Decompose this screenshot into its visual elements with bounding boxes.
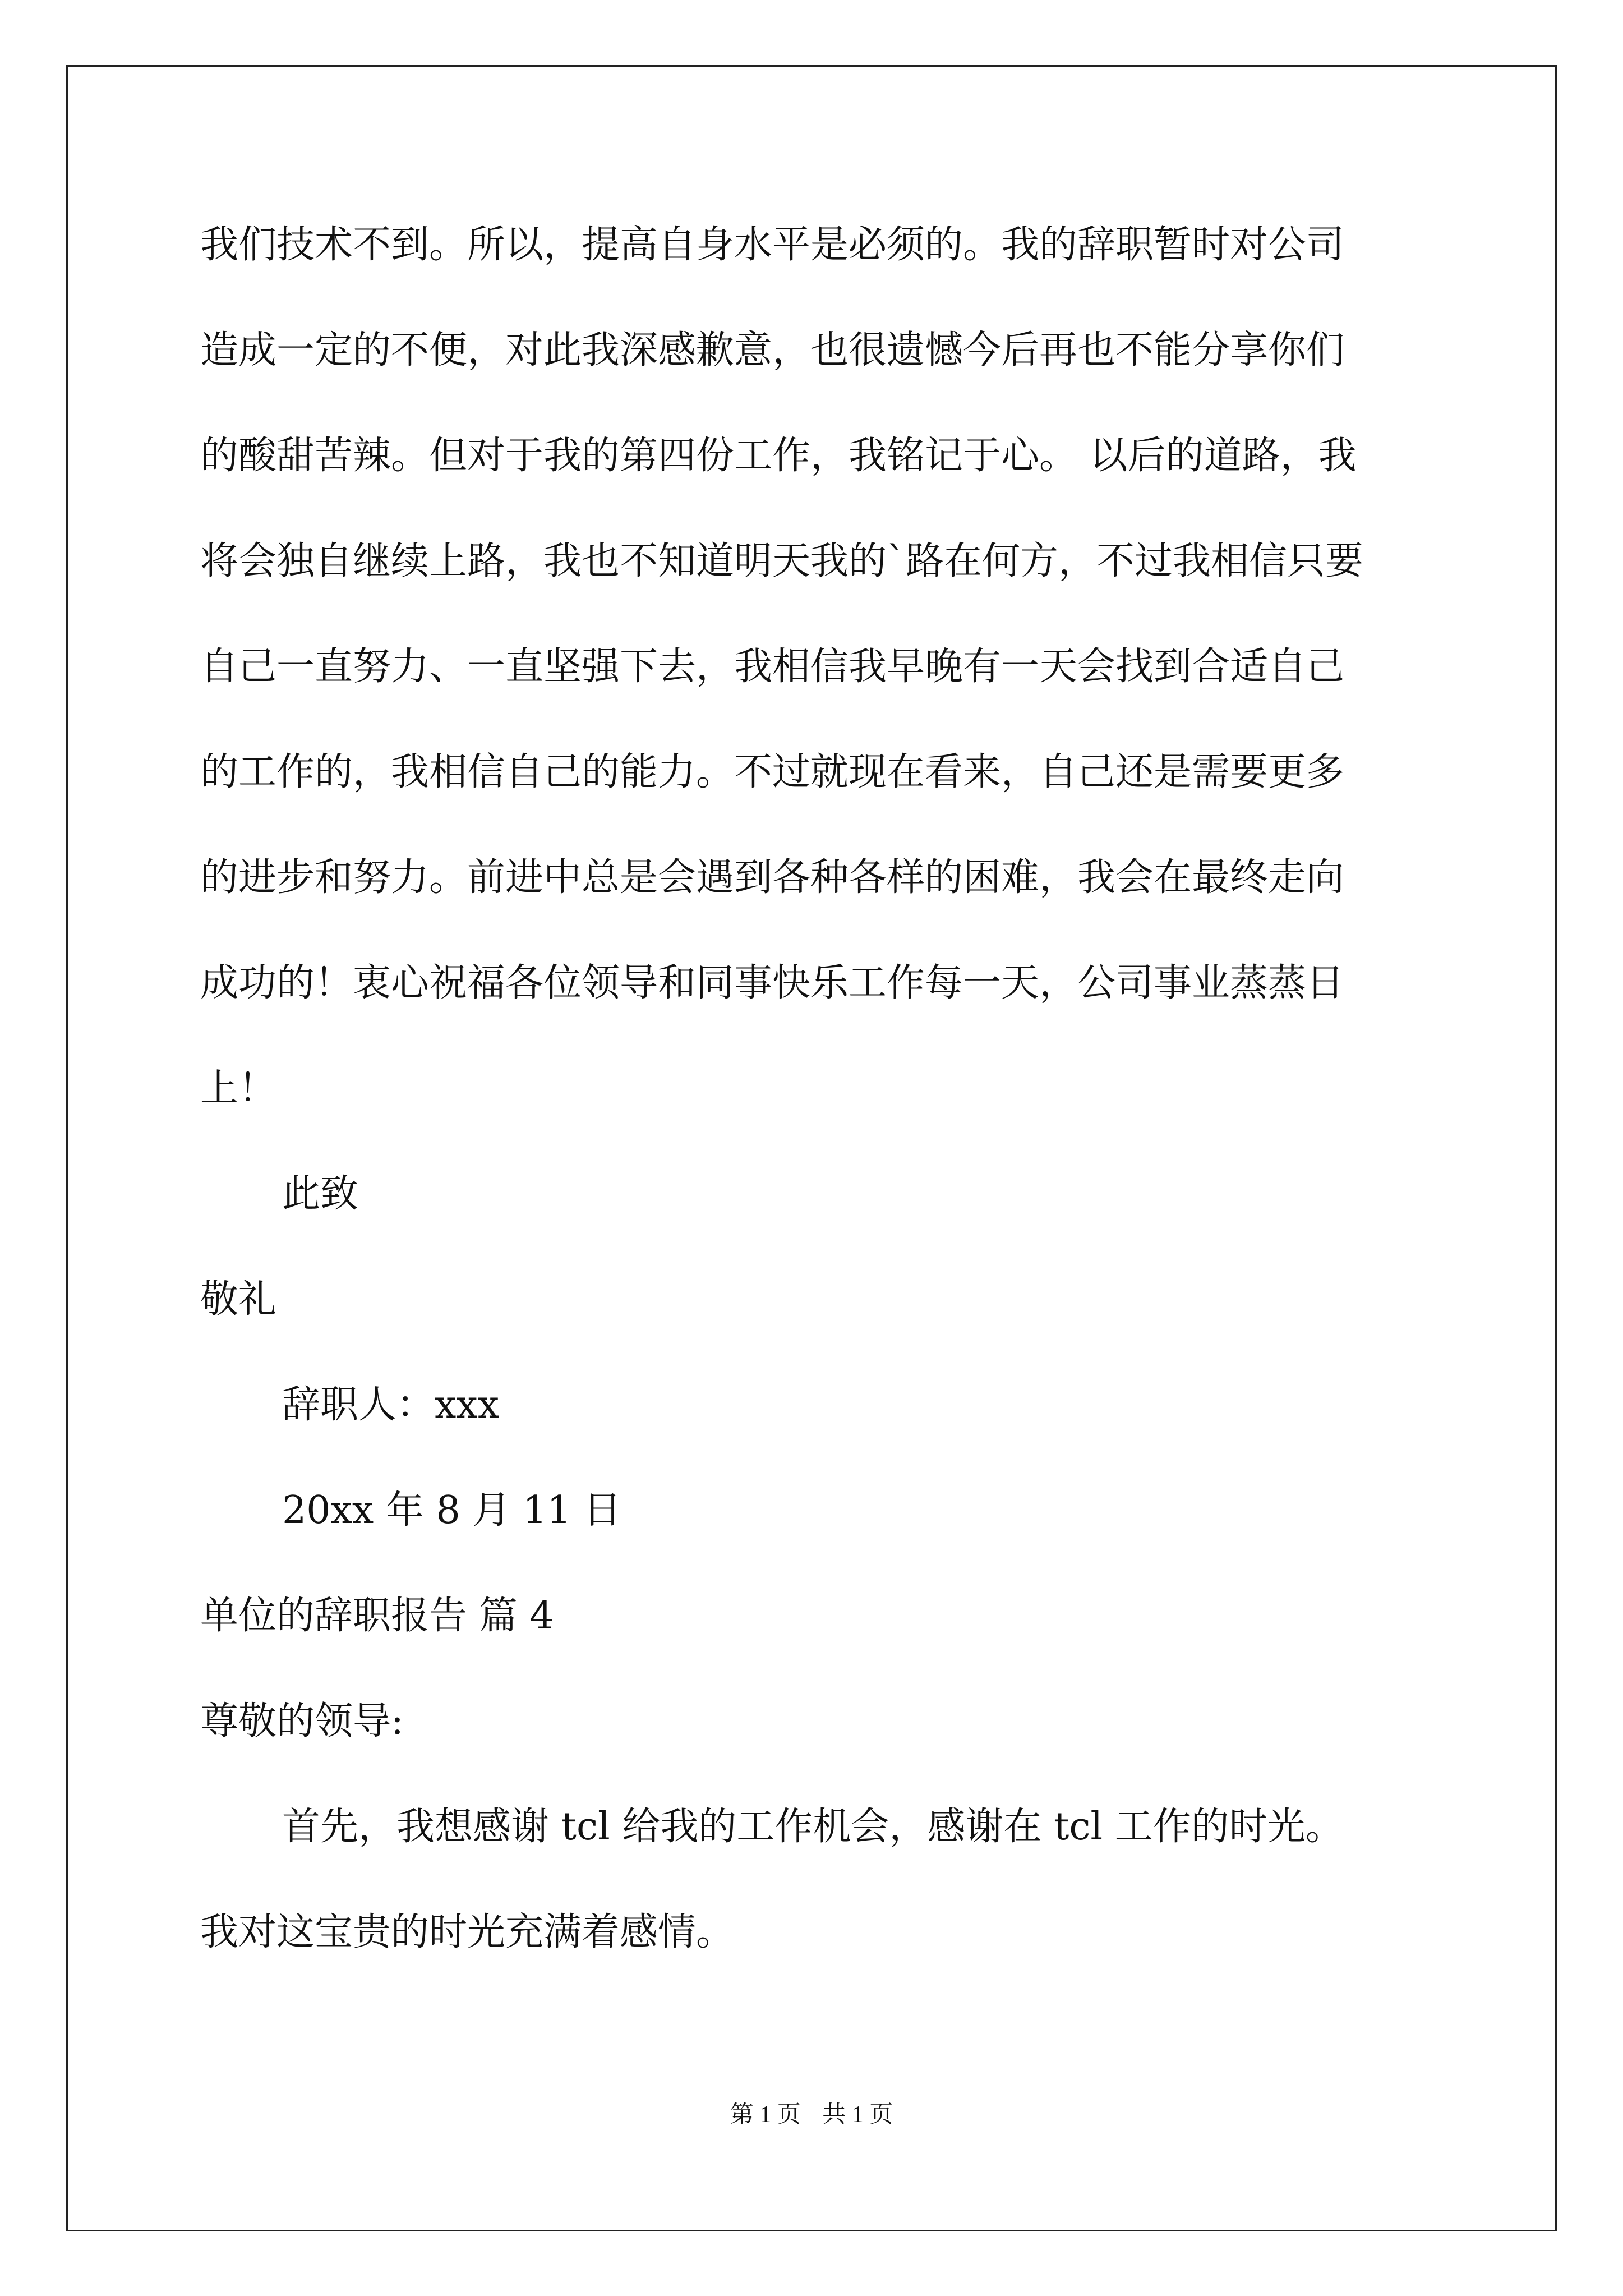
signature-line: 辞职人：xxx	[282, 1383, 500, 1427]
page-number-current: 第 1 页	[730, 2102, 801, 2128]
greeting-line: 尊敬的领导:	[200, 1699, 404, 1743]
regards-line: 敬礼	[200, 1277, 277, 1322]
page-number-total: 共 1 页	[822, 2102, 893, 2128]
body-line-11: 我对这宝贵的时光充满着感情。	[200, 1910, 735, 1954]
body-line-3: 的酸甜苦辣。但对于我的第四份工作，我铭记于心。 以后的道路，我	[200, 434, 1357, 478]
body-line-9: 上！	[200, 1066, 277, 1111]
body-line-5: 自己一直努力、一直坚强下去，我相信我早晚有一天会找到合适自己	[200, 645, 1345, 689]
body-line-10: 首先，我想感谢 tcl 给我的工作机会，感谢在 tcl 工作的时光。	[282, 1805, 1344, 1849]
body-line-1: 我们技术不到。所以，提高自身水平是必须的。我的辞职暂时对公司	[200, 223, 1345, 267]
date-line: 20xx 年 8 月 11 日	[282, 1488, 622, 1533]
body-line-7: 的进步和努力。前进中总是会遇到各种各样的困难，我会在最终走向	[200, 855, 1345, 900]
salutation-line: 此致	[282, 1172, 359, 1216]
document-body	[200, 219, 1423, 2012]
body-line-4: 将会独自继续上路，我也不知道明天我的`路在何方，不过我相信只要	[200, 539, 1364, 583]
body-line-8: 成功的！衷心祝福各位领导和同事快乐工作每一天，公司事业蒸蒸日	[200, 961, 1345, 1005]
section-heading: 单位的辞职报告 篇 4	[200, 1594, 554, 1638]
page-footer	[0, 2098, 1623, 2132]
body-line-6: 的工作的，我相信自己的能力。不过就现在看来，自己还是需要更多	[200, 750, 1345, 794]
body-line-2: 造成一定的不便，对此我深感歉意，也很遗憾今后再也不能分享你们	[200, 328, 1345, 372]
